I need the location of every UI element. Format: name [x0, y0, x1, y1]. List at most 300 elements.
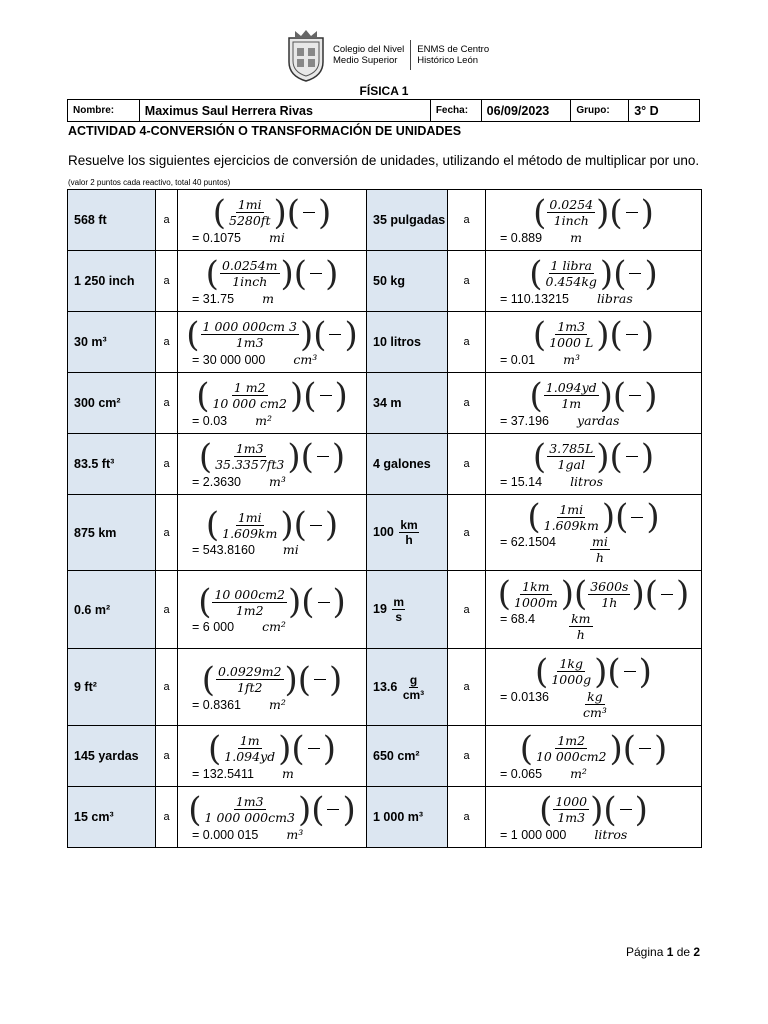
exercise-quantity	[367, 571, 448, 649]
conversion-work	[486, 787, 702, 848]
paren-right: )	[297, 789, 312, 830]
conversion-factor-fraction: $\frac{1m3}{35.3357ft3}$	[215, 441, 285, 472]
conversion-factor-fraction: $\frac{1kg}{1000g}$	[551, 656, 592, 687]
result-unit: cm²	[262, 619, 286, 634]
conversion-factors	[490, 651, 697, 692]
exercise-row	[68, 312, 702, 373]
conversion-factors	[490, 497, 697, 537]
exercise-quantity: 9 ft²	[68, 649, 156, 726]
conversion-result	[490, 827, 697, 842]
paren-right: )	[299, 314, 314, 355]
conversion-result	[182, 542, 362, 557]
paren-left: (	[609, 436, 623, 477]
school-seal-logo	[285, 28, 327, 82]
result-value: = 132.5411	[192, 766, 254, 781]
to-label: a	[448, 649, 486, 726]
unity-blank	[626, 395, 644, 396]
exercise-quantity: 83.5 ft³	[68, 434, 156, 495]
paren-right: )	[324, 505, 339, 545]
result-unit: m³	[286, 826, 304, 842]
paren-left: (	[612, 375, 627, 416]
exercise-quantity: 1 000 m³	[367, 787, 448, 848]
conversion-factors	[490, 436, 697, 477]
result-unit: m²	[269, 696, 286, 712]
paren-left: (	[300, 436, 314, 477]
paren-right: )	[334, 375, 348, 416]
paren-left: (	[613, 253, 627, 294]
result-unit: m²	[570, 765, 587, 781]
conversion-factors	[490, 253, 697, 294]
conversion-factor-fraction: $\frac{1m3}{1 000 000cm3}$	[204, 794, 295, 825]
conversion-factor-fraction: $\frac{3600s}{1h}$	[590, 578, 629, 610]
name-value-cell	[140, 100, 431, 121]
paren-left: (	[532, 436, 547, 477]
exercise-quantity	[367, 495, 448, 571]
unity-blank	[307, 525, 325, 526]
conversion-result	[182, 766, 362, 781]
paren-right: )	[596, 192, 610, 233]
conversion-factors	[490, 574, 697, 614]
paren-right: )	[280, 253, 294, 294]
result-value: = 0.01	[500, 352, 536, 367]
conversion-work	[486, 434, 702, 495]
conversion-factors	[182, 582, 362, 622]
to-label: a	[156, 787, 178, 848]
conversion-factors	[490, 192, 697, 233]
conversion-result	[182, 697, 362, 712]
quantity-number: 13.6	[373, 679, 398, 694]
conversion-factors	[182, 789, 362, 830]
paren-left: (	[286, 192, 300, 233]
to-label: a	[156, 251, 178, 312]
paren-left: (	[644, 574, 658, 614]
exercise-quantity: 568 ft	[68, 190, 156, 251]
exercise-quantity: 4 galones	[367, 434, 448, 495]
group-label-cell: Grupo:	[571, 100, 629, 121]
result-unit: cm³	[293, 351, 318, 367]
paren-right: )	[342, 789, 356, 830]
conversion-factors	[182, 253, 362, 294]
paren-right: )	[640, 192, 654, 233]
result-unit: m³	[563, 351, 580, 367]
result-unit: m²	[255, 412, 272, 428]
exercise-row	[68, 251, 702, 312]
paren-right: )	[280, 505, 294, 545]
unity-blank	[636, 748, 654, 749]
paren-left: (	[527, 497, 541, 537]
conversion-factors	[182, 314, 362, 355]
result-unit: mi	[269, 229, 285, 245]
result-unit: libras	[596, 290, 633, 306]
paren-right: )	[601, 497, 616, 537]
paren-right: )	[560, 574, 574, 614]
conversion-work	[178, 312, 367, 373]
to-label: a	[156, 571, 178, 649]
conversion-factors	[182, 436, 362, 477]
instructions: Resuelve los siguientes ejercicios de conversión de unidades, utilizando el método de multiplicar por uno. (valor 2 puntos cada reactivo, total 40 puntos)	[68, 153, 700, 187]
unity-blank	[307, 273, 325, 274]
result-value: = 110.13215	[500, 291, 569, 306]
to-label: a	[448, 787, 486, 848]
paren-left: (	[497, 574, 512, 614]
group-value: 3° D	[634, 103, 659, 118]
activity-title: ACTIVIDAD 4-CONVERSIÓN O TRANSFORMACIÓN DE UNIDADES	[68, 124, 462, 138]
conversion-work	[178, 726, 367, 787]
result-value: = 6 000	[192, 620, 235, 634]
paren-right: )	[638, 651, 652, 692]
conversion-factor-fraction: $\frac{1mi}{1.609km}$	[222, 509, 278, 541]
exercise-quantity: 1 250 inch	[68, 251, 156, 312]
exercise-quantity: 30 m³	[68, 312, 156, 373]
conversion-result	[182, 230, 362, 245]
to-label: a	[156, 649, 178, 726]
to-label: a	[448, 190, 486, 251]
conversion-work	[178, 495, 367, 571]
to-label: a	[448, 373, 486, 434]
unity-blank	[311, 679, 329, 680]
paren-left: (	[208, 728, 222, 769]
result-value: = 68.4	[500, 612, 536, 626]
paren-left: (	[609, 192, 623, 233]
subject-title: FÍSICA 1	[359, 84, 409, 98]
institution-name: Colegio del Nivel Medio Superior	[333, 44, 405, 66]
conversion-work	[486, 190, 702, 251]
conversion-factors	[490, 789, 697, 830]
unity-blank	[621, 671, 639, 672]
conversion-work	[178, 190, 367, 251]
unity-blank	[326, 334, 344, 335]
paren-right: )	[596, 436, 610, 477]
to-label: a	[448, 495, 486, 571]
result-unit: m	[262, 290, 274, 306]
to-label: a	[156, 434, 178, 495]
conversion-work	[178, 373, 367, 434]
conversion-factors	[182, 505, 362, 545]
to-label: a	[156, 190, 178, 251]
result-value: = 0.03	[192, 413, 228, 428]
student-info-table	[67, 99, 700, 122]
result-value: = 15.14	[500, 474, 543, 489]
paren-left: (	[519, 728, 533, 769]
conversion-result	[490, 611, 697, 642]
paren-right: )	[332, 582, 346, 622]
to-label: a	[448, 571, 486, 649]
paren-left: (	[205, 253, 219, 294]
conversion-result	[182, 827, 362, 842]
exercise-quantity: 650 cm²	[367, 726, 448, 787]
exercise-row	[68, 434, 702, 495]
date-value: 06/09/2023	[486, 103, 550, 118]
paren-right: )	[273, 192, 287, 233]
result-value: = 0.8361	[192, 697, 242, 712]
quantity-unit-fraction: $\frac{g}{\text{cm³}}$	[402, 672, 425, 702]
exercise-row	[68, 190, 702, 251]
exercise-quantity: 34 m	[367, 373, 448, 434]
exercise-row	[68, 495, 702, 571]
paren-right: )	[599, 375, 613, 416]
conversion-result	[490, 474, 697, 489]
unity-blank	[623, 212, 641, 213]
paren-right: )	[322, 728, 336, 769]
paren-left: (	[529, 253, 543, 294]
paren-left: (	[198, 582, 212, 622]
to-label: a	[448, 726, 486, 787]
paren-right: )	[287, 436, 301, 477]
result-value: = 30 000 000	[192, 352, 266, 367]
paren-left: (	[532, 314, 547, 355]
conversion-factor-fraction: $\frac{0.0254}{\text{1inch}}$	[549, 197, 594, 228]
exercise-quantity: 0.6 m²	[68, 571, 156, 649]
paren-right: )	[284, 659, 298, 700]
result-unit: litros	[570, 473, 603, 489]
result-value: = 1 000 000	[500, 827, 567, 842]
paren-left: (	[607, 651, 621, 692]
paren-left: (	[186, 314, 200, 355]
result-unit-fraction: $\frac{km}{h}$	[571, 611, 591, 642]
exercise-row	[68, 726, 702, 787]
to-label: a	[156, 312, 178, 373]
conversion-factor-fraction: $\frac{0.0254m}{\text{1inch}}$	[221, 258, 278, 289]
conversion-work	[178, 251, 367, 312]
paren-right: )	[640, 436, 655, 477]
to-label: a	[448, 434, 486, 495]
unity-blank	[626, 273, 644, 274]
result-value: = 2.3630	[192, 474, 242, 489]
paren-right: )	[278, 728, 292, 769]
instructions-note: (valor 2 puntos cada reactivo, total 40 puntos)	[68, 178, 231, 187]
paren-left: (	[615, 497, 629, 537]
name-label-cell: Nombre:	[68, 100, 140, 121]
conversion-result	[490, 534, 697, 565]
paren-left: (	[529, 375, 543, 416]
paren-right: )	[599, 253, 614, 294]
conversion-result	[490, 689, 697, 720]
result-unit-fraction: $\frac{mi}{h}$	[591, 534, 608, 565]
student-name: Maximus Saul Herrera Rivas	[144, 103, 313, 118]
result-unit: yardas	[577, 412, 620, 428]
paren-left: (	[293, 253, 308, 294]
paren-right: )	[325, 253, 339, 294]
conversion-factor-fraction: $\frac{1000}{1m3}$	[555, 794, 588, 825]
paren-left: (	[297, 659, 312, 700]
result-value: = 0.0136	[500, 689, 550, 704]
conversion-factors	[182, 192, 362, 233]
result-value: = 31.75	[192, 291, 235, 306]
conversion-factor-fraction: $\frac{1m}{1.094yd}$	[224, 733, 276, 764]
paren-right: )	[318, 192, 332, 233]
conversion-work	[486, 649, 702, 726]
conversion-result	[490, 230, 697, 245]
letterhead	[285, 27, 489, 83]
exercise-row	[68, 649, 702, 726]
conversion-result	[182, 619, 362, 634]
conversion-result	[490, 352, 697, 367]
result-unit: litros	[594, 826, 628, 842]
unity-blank	[317, 395, 335, 396]
conversion-work	[486, 726, 702, 787]
paren-left: (	[291, 728, 305, 769]
date-value-cell	[482, 100, 572, 121]
conversion-factors	[182, 728, 362, 769]
paren-right: )	[654, 728, 668, 769]
result-unit: m	[281, 765, 294, 781]
unity-blank	[315, 602, 333, 603]
paren-right: )	[640, 314, 655, 355]
conversion-work	[178, 649, 367, 726]
paren-right: )	[631, 574, 645, 614]
conversion-factor-fraction: $\frac{1.094yd}{1m}$	[545, 380, 597, 411]
paren-left: (	[535, 651, 549, 692]
conversion-result	[182, 352, 362, 367]
conversion-result	[182, 474, 362, 489]
unity-blank	[324, 809, 342, 810]
paren-left: (	[205, 505, 220, 545]
conversion-result	[490, 413, 697, 428]
conversion-result	[182, 413, 362, 428]
result-value: = 37.196	[500, 413, 550, 428]
paren-left: (	[311, 789, 325, 830]
exercises-table	[67, 189, 702, 848]
conversion-work	[178, 787, 367, 848]
paren-right: )	[646, 497, 660, 537]
result-unit: m³	[269, 473, 286, 489]
paren-right: )	[290, 375, 304, 416]
paren-right: )	[596, 314, 610, 355]
unity-blank	[623, 334, 641, 335]
conversion-factor-fraction: $\frac{10 000cm2}{1m2}$	[214, 586, 285, 618]
exercise-quantity: 50 kg	[367, 251, 448, 312]
to-label: a	[448, 312, 486, 373]
conversion-factor-fraction: $\frac{1 000 000cm 3}{1m3}$	[202, 319, 297, 350]
conversion-factor-fraction: $\frac{1m2}{10 000cm2}$	[535, 733, 607, 764]
result-value: = 0.889	[500, 230, 543, 245]
unity-blank	[658, 594, 676, 595]
conversion-factor-fraction: $\frac{1 m2}{10 000 cm2}$	[212, 380, 287, 411]
result-value: = 0.1075	[192, 230, 242, 245]
conversion-factor-fraction: $\frac{1km}{1000m}$	[514, 578, 558, 610]
paren-right: )	[675, 574, 690, 614]
exercise-quantity: 145 yardas	[68, 726, 156, 787]
paren-right: )	[331, 436, 346, 477]
paren-right: )	[590, 789, 604, 830]
conversion-work	[486, 495, 702, 571]
conversion-work	[486, 571, 702, 649]
conversion-result	[490, 766, 697, 781]
conversion-result	[490, 291, 697, 306]
quantity-number: 100	[373, 524, 394, 539]
paren-left: (	[573, 574, 588, 614]
conversion-factor-fraction: $\frac{\text{1 libra}}{0.454kg}$	[545, 258, 597, 289]
conversion-work	[178, 571, 367, 649]
group-value-cell	[629, 100, 699, 121]
paren-left: (	[301, 582, 315, 622]
conversion-work	[486, 251, 702, 312]
result-value: = 0.065	[500, 766, 543, 781]
paren-left: (	[303, 375, 317, 416]
conversion-factors	[490, 314, 697, 355]
unity-blank	[314, 456, 332, 457]
quantity-unit-fraction: $\frac{km}{h}$	[400, 518, 418, 547]
conversion-factors	[182, 375, 362, 416]
paren-left: (	[212, 192, 226, 233]
result-unit-fraction: $\frac{kg}{\text{cm³}}$	[583, 688, 607, 720]
paren-left: (	[533, 192, 547, 233]
paren-right: )	[288, 582, 302, 622]
paren-right: )	[644, 253, 658, 294]
result-value: = 62.1504	[500, 535, 556, 549]
quantity-unit-fraction: $\frac{m}{s}$	[393, 595, 405, 624]
to-label: a	[156, 373, 178, 434]
to-label: a	[448, 251, 486, 312]
unity-blank	[623, 456, 641, 457]
result-value: = 0.000 015	[192, 827, 259, 842]
exercise-quantity: 10 litros	[367, 312, 448, 373]
paren-right: )	[344, 314, 358, 355]
result-unit: m	[570, 229, 582, 245]
header-divider	[410, 40, 411, 70]
paren-right: )	[644, 375, 658, 416]
conversion-work	[486, 312, 702, 373]
conversion-factor-fraction: $\frac{0.0929m2}{1ft2}$	[217, 664, 282, 695]
conversion-factor-fraction: $\frac{3.785L}{\text{1gal}}$	[549, 441, 594, 472]
unity-blank	[300, 212, 318, 213]
paren-left: (	[198, 436, 213, 477]
paren-right: )	[634, 789, 648, 830]
paren-left: (	[313, 314, 327, 355]
unity-blank	[305, 748, 323, 749]
paren-left: (	[188, 789, 202, 830]
conversion-factors	[182, 659, 362, 700]
conversion-work	[486, 373, 702, 434]
conversion-result	[182, 291, 362, 306]
paren-left: (	[622, 728, 637, 769]
conversion-factor-fraction: $\frac{1m3}{1000 L}$	[549, 319, 594, 350]
paren-left: (	[609, 314, 623, 355]
conversion-factors	[490, 375, 697, 416]
paren-left: (	[603, 789, 617, 830]
school-name: ENMS de Centro Histórico León	[417, 44, 490, 66]
unity-blank	[628, 517, 646, 518]
paren-right: )	[609, 728, 623, 769]
exercise-quantity: 35 pulgadas	[367, 190, 448, 251]
paren-right: )	[594, 651, 608, 692]
conversion-factor-fraction: $\frac{1mi}{1.609km}$	[543, 501, 599, 533]
exercise-row	[68, 571, 702, 649]
conversion-work	[178, 434, 367, 495]
to-label: a	[156, 495, 178, 571]
unity-blank	[617, 809, 635, 810]
result-unit: mi	[282, 542, 299, 557]
exercise-row	[68, 373, 702, 434]
conversion-factor-fraction: $\frac{1mi}{5280ft}$	[229, 197, 271, 228]
paren-left: (	[539, 789, 553, 830]
quantity-number: 19	[373, 601, 387, 616]
exercise-quantity	[367, 649, 448, 726]
result-value: = 543.8160	[192, 543, 255, 557]
exercise-row	[68, 787, 702, 848]
paren-left: (	[293, 505, 307, 545]
exercise-quantity: 875 km	[68, 495, 156, 571]
paren-left: (	[201, 659, 215, 700]
date-label-cell: Fecha:	[431, 100, 482, 121]
exercise-quantity: 15 cm³	[68, 787, 156, 848]
conversion-factors	[490, 728, 697, 769]
paren-right: )	[329, 659, 343, 700]
paren-left: (	[196, 375, 210, 416]
to-label: a	[156, 726, 178, 787]
exercise-quantity: 300 cm²	[68, 373, 156, 434]
page-footer: Página 1 de 2	[626, 945, 701, 959]
